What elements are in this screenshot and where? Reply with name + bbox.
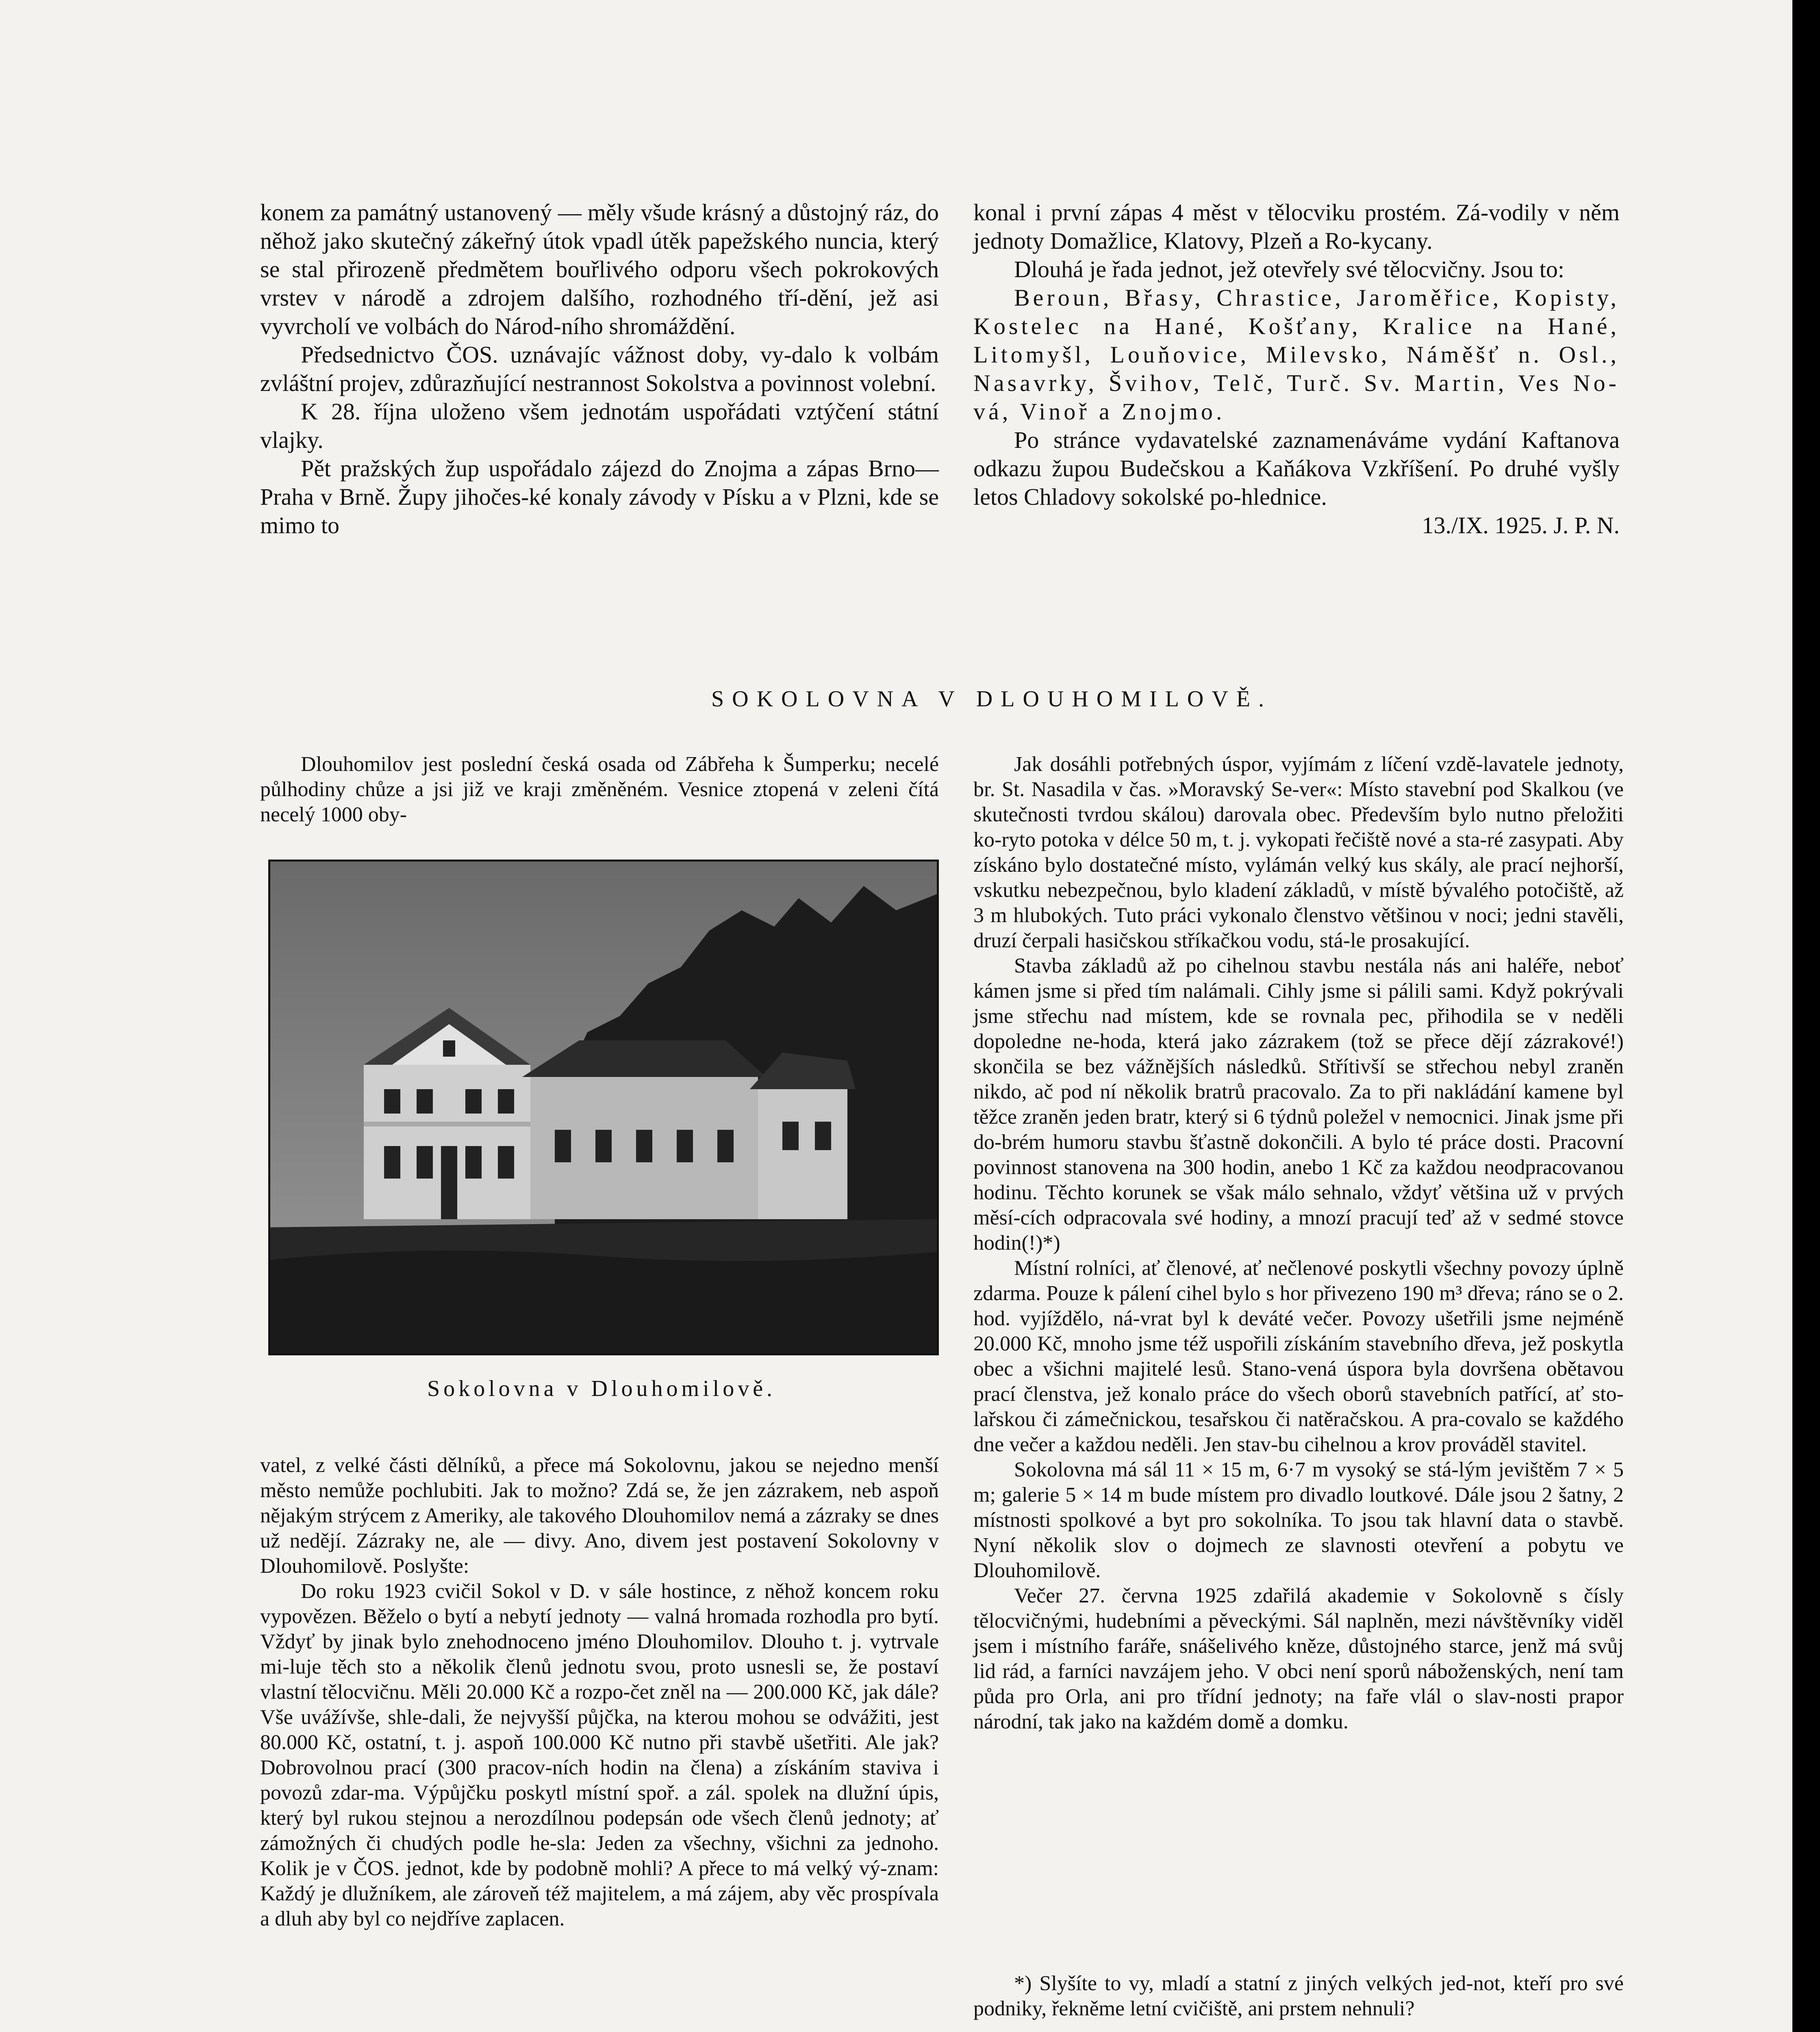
section-title: SOKOLOVNA V DLOUHOMILOVĚ. [711, 686, 1272, 712]
paragraph: Dlouhomilov jest poslední česká osada od Zábřeha k Šumperku; necelé půlhodiny chůze a jsi již ve kraji změněném. Vesnice ztopená v zeleni čítá necelý 1000 oby- [260, 753, 939, 826]
paragraph: Večer 27. června 1925 zdařilá akademie v Sokolovně s čísly tělocvičnými, hudebními a pěveckými. Sál naplněn, mezi návštěvníky viděl jsem i místního faráře, snášelivého kněze, důstojného starce, jenž má svůj lid rád, a farníci navzájem jeho. V obci není sporů náboženských, není tam půda pro Orla, ani pro třídní jednoty; na faře vlál o slav-nosti prapor národní, tak jako na každém domě a domku. [973, 1584, 1624, 1733]
paragraph: konem za památný ustanovený — měly všude krásný a důstojný ráz, do něhož jako skutečný zákeřný útok vpadl útěk papežského nuncia, který se stal přirozeně předmětem bouřlivého odporu všech pokrokových vrstev v národě a zdrojem dalšího, rozhodného tří-dění, jež asi vyvrcholí ve volbách do Národ-ního shromáždění. [260, 199, 939, 339]
article-left-column [260, 1453, 939, 1932]
paragraph: Předsednictvo ČOS. uznávajíc vážnost doby, vy-dalo k volbám zvláštní projev, zdůrazňující nestrannost Sokolstva a povinnost volební. [260, 341, 939, 396]
signature-date: 13./IX. 1925. J. P. N. [1422, 512, 1620, 538]
paragraph: Pět pražských žup uspořádalo zájezd do Znojma a zápas Brno—Praha v Brně. Župy jihočes-ké konaly závody v Písku a v Plzni, kde se mimo to [260, 455, 939, 538]
photo-caption: Sokolovna v Dlouhomilově. [427, 1376, 776, 1401]
top-left-column [260, 198, 939, 540]
paragraph: vatel, z velké části dělníků, a přece má Sokolovnu, jakou se nejedno menší město nemůže pochlubiti. Jak to možno? Zdá se, že jen zázrakem, neb aspoň nějakým strýcem z Ameriky, ale takového Dlouhomilov nemá a zázraky se dnes už nedějí. Zázraky ne, ale — divy. Ano, divem jest postavení Sokolovny v Dlouhomilově. Poslyšte: [260, 1454, 939, 1578]
town-list: Beroun, Břasy, Chrastice, Jaroměřice, Kopisty, Kostelec na Hané, Košťany, Kralice na Hané, Litomyšl, Louňovice, Milevsko, Náměšť n. Osl., Nasavrky, Švihov, Telč, Turč. Sv. Martin, Ves No-vá, Vinoř a Znojmo. [973, 284, 1620, 425]
paragraph: Do roku 1923 cvičil Sokol v D. v sále hostince, z něhož koncem roku vypovězen. Běželo o bytí a nebytí jednoty — valná hromada rozhodla pro bytí. Vždyť by jinak bylo znehodnoceno jméno Dlouhomilov. Dlouho t. j. vytrvale mi-luje těch sto a několik členů jednotu svou, proto usnesli se, že postaví vlastní tělocvičnu. Měli 20.000 Kč a rozpo-čet zněl na — 200.000 Kč, jak dále? Vše uvážívše, shle-dali, že nejvyšší půjčka, na kterou mohou se odvážiti, jest 80.000 Kč, ostatní, t. j. aspoň 100.000 Kč nutno při stavbě ušetřiti. Ale jak? Dobrovolnou prací (300 pracov-ních hodin na člena) a získáním staviva i povozů zdar-ma. Výpůjčku poskytl místní spoř. a zál. spolek na dlužní úpis, který byl rukou stejnou a nerozdílnou podepsán ode všech členů jednoty; ať zámožných či chudých podle he-sla: Jeden za všechny, všichni za jednoho. Kolik je v ČOS. jednot, kde by podobně mohli? A přece to má velký vý-znam: Každý je dlužníkem, ale zároveň též majitelem, a má zájem, aby věc prospívala a dluh aby byl co nejdříve zaplacen. [260, 1580, 939, 1930]
article-right-column [973, 752, 1624, 1735]
paragraph: Stavba základů až po cihelnou stavbu nestála nás ani haléře, neboť kámen jsme si před tím nalámali. Cihly jsme si pálili sami. Když pokrývali jsme střechu nad místem, kde se rovnala pec, přihodila se v neděli dopoledne ne-hoda, která jako zázrakem (tož se přece dějí zázrakové!) skončila se bez vážnějších následků. Střítivší se střechou nebyl zraněn nikdo, ač pod ní několik bratrů pracovalo. Za to při nakládání kamene byl těžce zraněn jeden bratr, který si 6 týdnů poležel v nemocnici. Jinak jsme při do-brém humoru stavbu šťastně dokončili. A bylo té práce dosti. Pracovní povinnost stanovena na 300 hodin, anebo 1 Kč za každou neodpracovanou hodinu. Těchto korunek se však málo sehnalo, vždyť většina už v prvých měsí-cích odpracovala své hodiny, a mnozí pracují teď až v sedmé stovce hodin(!)*) [973, 954, 1624, 1255]
paragraph: Dlouhá je řada jednot, jež otevřely své tělocvičny. Jsou to: [1014, 256, 1564, 282]
paragraph: Po stránce vydavatelské zaznamenáváme vydání Kaftanova odkazu župou Budečskou a Kaňákova Vzkříšení. Po druhé vyšly letos Chladovy sokolské po-hlednice. [973, 427, 1620, 510]
paragraph: K 28. října uloženo všem jednotám uspořádati vztýčení státní vlajky. [260, 398, 939, 453]
paragraph: Sokolovna má sál 11 × 15 m, 6·7 m vysoký se stá-lým jevištěm 7 × 5 m; galerie 5 × 14 m bude místem pro divadlo loutkové. Dále jsou 2 šatny, 2 místnosti spolkové a byt pro sokolníka. To jsou tak hlavní data o stavbě. Nyní několik slov o dojmech ze slavnosti otevření a pobytu ve Dlouhomilově. [973, 1458, 1624, 1582]
paragraph: Místní rolníci, ať členové, ať nečlenové poskytli všechny povozy úplně zdarma. Pouze k pálení cihel bylo s hor přivezeno 190 m³ dřeva; ráno se o 2. hod. vyjíždělo, ná-vrat byl k deváté večer. Povozy ušetřili jsme nejméně 20.000 Kč, mnoho jsme též uspořili získáním stavebního dřeva, jež poskytla obec a všichni majitelé lesů. Stano-vená úspora byla dovršena obětavou prací členstva, jež konalo práce do všech oborů stavebních patřící, ať sto-lařskou či zámečnickou, tesařskou či natěračskou. A pra-covalo se každého dne večer a každou neděli. Jen stav-bu cihelnou a krov prováděl stavitel. [973, 1257, 1624, 1456]
paragraph: konal i první zápas 4 měst v tělocviku prostém. Zá-vodily v něm jednoty Domažlice, Klatovy, Plzeň a Ro-kycany. [973, 199, 1620, 254]
top-right-column [973, 198, 1620, 540]
paragraph: Jak dosáhli potřebných úspor, vyjímám z líčení vzdě-lavatele jednoty, br. St. Nasadila v čas. »Moravský Se-ver«: Místo stavební pod Skalkou (ve skutečnosti tvrdou skálou) darovala obec. Především bylo nutno přeložiti ko-ryto potoka v délce 50 m, t. j. vykopati řečiště nové a sta-ré zasypati. Aby získáno bylo dostatečné místo, vylámán velký kus skály, ale prací nejhorší, vskutku nebezpečnou, bylo kladení základů, v místě bývalého potočiště, až 3 m hlubokých. Tuto práci vykonalo členstvo většinou v noci; jedni stavěli, druzí čerpali hasičskou stříkačkou vodu, stá-le prosakující. [973, 753, 1624, 952]
article-intro-column [260, 752, 939, 827]
footnote: *) Slyšíte to vy, mladí a statní z jiných velkých jed-not, kteří pro své podniky, řekněme letní cvičiště, ani prstem nehnuli? [973, 1972, 1624, 2020]
sokolovna-photo [268, 860, 939, 1355]
